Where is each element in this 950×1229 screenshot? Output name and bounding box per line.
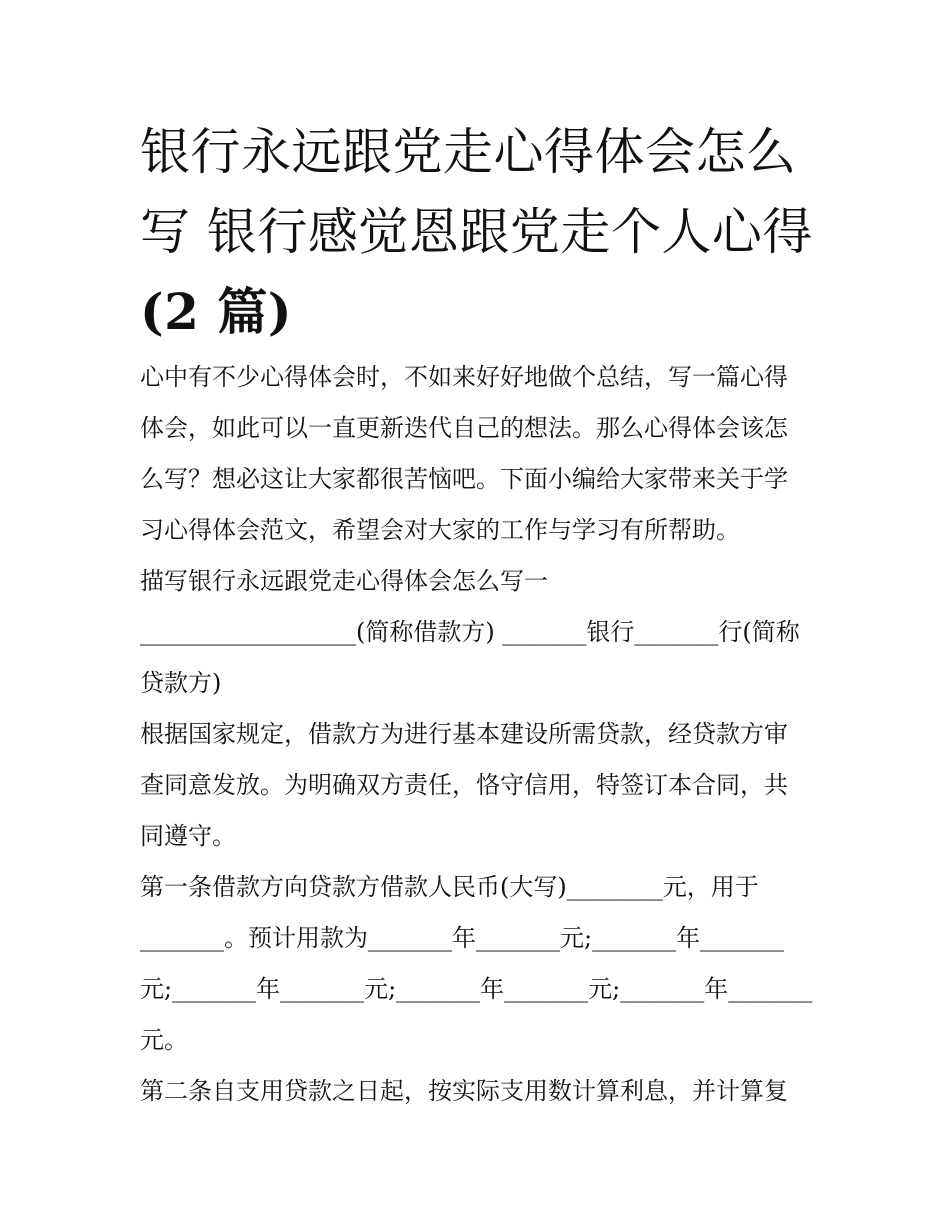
body-line: 元。 <box>140 1026 188 1054</box>
body-line: 描写银行永远跟党走心得体会怎么写一 <box>140 567 548 595</box>
body-line: 第二条自支用贷款之日起，按实际支用数计算利息，并计算复 <box>140 1077 788 1105</box>
body-line: 第一条借款方向贷款方借款人民币(大写)________元，用于 <box>140 873 759 901</box>
title-line: 银行永远跟党走心得体会怎么 <box>140 123 797 181</box>
body-line: 习心得体会范文，希望会对大家的工作与学习有所帮助。 <box>140 516 740 544</box>
body-line: 同遵守。 <box>140 822 236 850</box>
body-line: 么写？想必这让大家都很苦恼吧。下面小编给大家带来关于学 <box>140 465 788 493</box>
body-line: __________________(简称借款方) _______银行_______行(简称 <box>140 618 800 646</box>
title-line: 写 银行感觉恩跟党走个人心得 <box>140 203 813 261</box>
body-line: 元;_______年_______元;_______年_______元;_______年_______ <box>140 975 813 1003</box>
body-line: 贷款方) <box>140 669 222 697</box>
body-line: _______。预计用款为_______年_______元;_______年_______ <box>140 924 785 952</box>
body-line: 心中有不少心得体会时，不如来好好地做个总结，写一篇心得 <box>140 363 788 391</box>
body-line: 查同意发放。为明确双方责任，恪守信用，特签订本合同，共 <box>140 771 788 799</box>
document-body <box>140 352 812 1117</box>
body-line: 根据国家规定，借款方为进行基本建设所需贷款，经贷款方审 <box>140 720 788 748</box>
title-line: (2 篇) <box>140 282 293 341</box>
document-title <box>140 112 820 352</box>
body-line: 体会，如此可以一直更新迭代自己的想法。那么心得体会该怎 <box>140 414 788 442</box>
